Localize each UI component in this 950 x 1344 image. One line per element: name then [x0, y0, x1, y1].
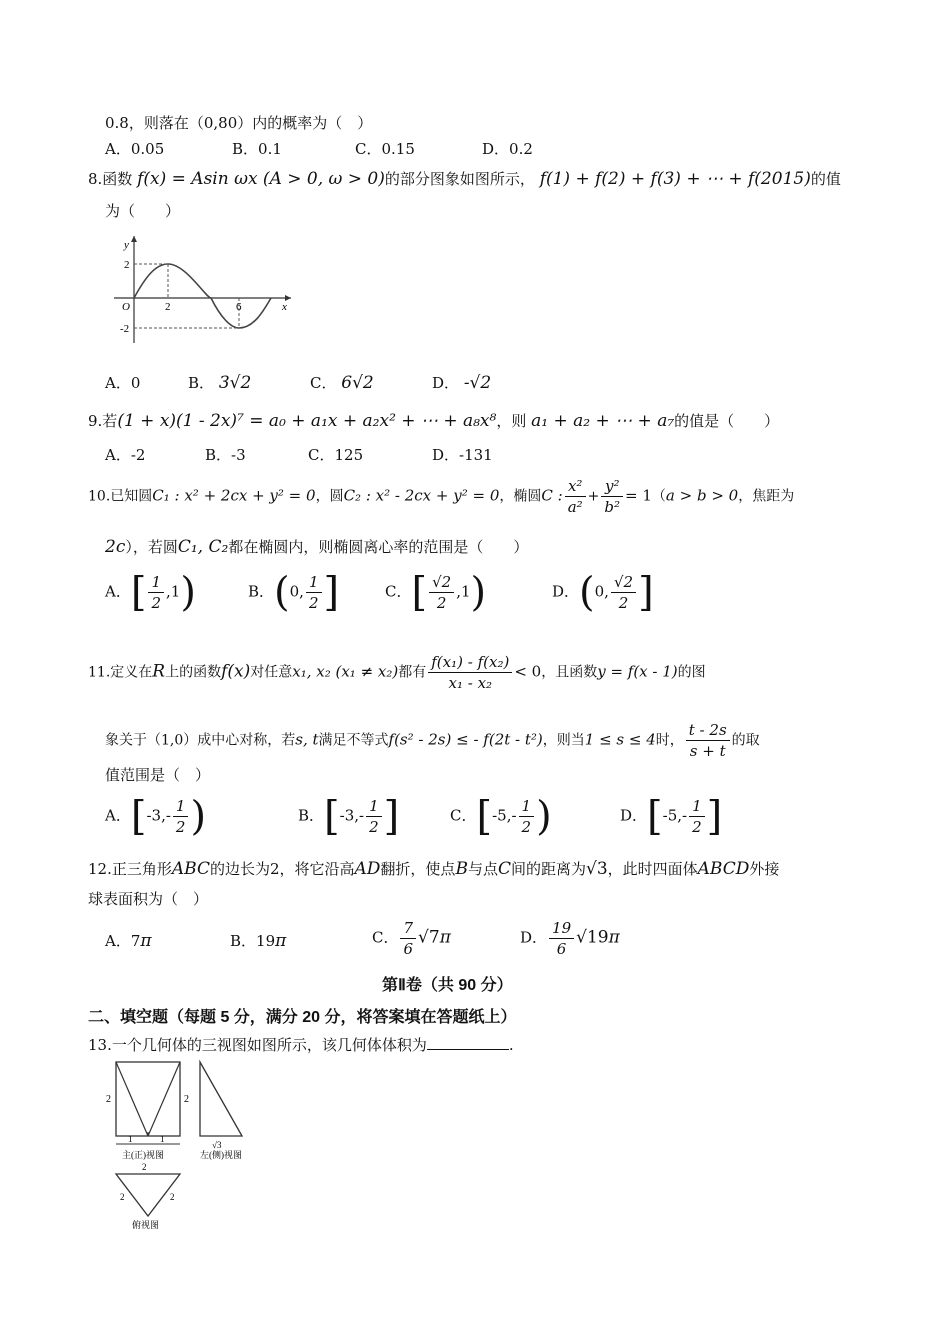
q12-option-d-pi: π [608, 927, 620, 948]
q12-abc: ABC [171, 859, 210, 879]
q11-yfx: y = f(x - 1) [597, 662, 678, 681]
q11-text-a: 11.定义在 [88, 664, 153, 681]
q12-option-c: C． $\frac{7}{6}$ √7π [372, 919, 451, 958]
q8-stem-2: 为（ ） [105, 202, 181, 220]
x-label: x [282, 301, 287, 313]
q10-text-b: ，圆 [315, 488, 344, 505]
q10-circles: C₁, C₂ [177, 537, 229, 557]
q11-range: 1 ≤ s ≤ 4 [584, 730, 656, 749]
q10-line2-text2: 都在椭圆内，则椭圆离心率的范围是（ ） [228, 538, 529, 556]
q9-sum: a₁ + a₂ + ⋯ + a₇ [531, 411, 675, 431]
q10-option-c: C．[ $\frac{√2}{2}$ ,1) [385, 569, 487, 616]
q10-option-a: A．[ $\frac{1}{2}$ ,1) [105, 569, 196, 616]
q11-line2-d: 时， [655, 732, 684, 749]
y-axis-arrow [131, 236, 137, 242]
q12-text-c: 翻折，使点 [380, 860, 456, 878]
q10-option-b: B．(0, $\frac{1}{2}$ ] [248, 569, 340, 616]
q8-option-a: A．0 [105, 374, 141, 392]
q9-option-d: D．-131 [432, 446, 493, 464]
q8-text-c: 的值 [810, 170, 841, 188]
q11-text-e: ，且函数 [541, 664, 598, 681]
q7-option-b: B．0.1 [232, 140, 282, 158]
q8-function: f(x) = Asin ωx (A > 0, ω > 0) [137, 169, 385, 189]
q11-line2-e: 的取 [731, 732, 760, 749]
q10-focal-2c: 2c [105, 537, 126, 557]
q10-line2-text: ），若圆 [125, 538, 178, 556]
q9-expansion: (1 + x)(1 - 2x)⁷ = a₀ + a₁x + a₂x² + ⋯ + a₈x⁸ [117, 411, 497, 431]
front-view-diag-2 [148, 1062, 180, 1136]
q7-option-d: D．0.2 [482, 140, 533, 158]
q12-text-f: ，此时四面体 [607, 860, 698, 878]
q8-text-b: 的部分图象如图所示， [384, 170, 535, 188]
q10-ellipse-eq: = 1 [625, 486, 652, 505]
front-view-label: 主(正)视图 [122, 1150, 164, 1160]
q11-line2-c: ，则当 [542, 732, 585, 749]
front-view-rect [116, 1062, 180, 1136]
front-dim-bottom-1: 1 [128, 1134, 133, 1144]
q7-tail [105, 112, 372, 134]
x-tick-2: 2 [165, 301, 171, 313]
q10-option-d: D．(0, $\frac{√2}{2}$ ] [552, 569, 654, 616]
q12-b: B [455, 859, 468, 879]
q12-text-e: 间的距离为 [510, 860, 586, 878]
q8-option-d-label: D． [432, 374, 460, 392]
side-dim-bottom: √3 [212, 1140, 222, 1150]
q10-condition: a > b > 0 [665, 486, 739, 505]
q10-option-c-label: C． [385, 582, 412, 601]
y-tick-bottom: -2 [120, 323, 130, 335]
q11-vars: x₁, x₂ (x₁ ≠ x₂) [292, 662, 399, 681]
q11-option-a: A．[-3,- $\frac{1}{2}$ ) [105, 793, 207, 840]
q12-stem-2: 球表面积为（ ） [88, 890, 209, 908]
q11-difference-quotient [428, 652, 512, 693]
section-2-heading: 二、填空题（每题 5 分，满分 20 分，将答案填在答题纸上） [88, 1009, 517, 1026]
q10-option-a-label: A． [105, 582, 131, 601]
q11-text-c: 对任意 [250, 664, 293, 681]
y-tick-top: 2 [124, 259, 130, 271]
q8-option-d [432, 372, 491, 394]
q8-sum: f(1) + f(2) + f(3) + ⋯ + f(2015) [539, 169, 811, 189]
q11-text-b: 上的函数 [165, 664, 222, 681]
q9-stem [88, 410, 779, 432]
q8-option-c-label: C． [310, 374, 337, 392]
q12-option-b [230, 930, 286, 952]
q12-text-d: 与点 [467, 860, 498, 878]
q11-option-c-label: C． [450, 806, 477, 825]
q9-option-b: B．-3 [205, 446, 246, 464]
q9-text-c: 的值是（ ） [674, 412, 780, 430]
q12-option-a [105, 930, 152, 952]
q12-option-a-label: A．7 [105, 932, 141, 950]
q8-option-b-math: 3√2 [218, 373, 252, 393]
q10-text-e: ，焦距为 [738, 488, 795, 505]
q10-stem: 10.已知圆C₁ : x² + 2cx + y² = 0，圆C₂ : x² - 2cx + y² = 0，椭圆C : $\frac{\text{x²}}{\text{a²}}$ + $\frac{\text{y²}}{\text{b²}}$ = 1（a > b > 0，焦距为 [88, 477, 795, 516]
q12-option-b-pi: π [275, 931, 287, 951]
front-dim-bottom-2: 1 [160, 1134, 165, 1144]
q12-c: C [497, 859, 511, 879]
q11-option-c: C．[-5,- $\frac{1}{2}$ ) [450, 793, 552, 840]
q11-frac-den: x₁ - x₂ [448, 674, 493, 692]
q11-fx: f(x) [221, 661, 251, 682]
q9-option-a: A．-2 [105, 446, 146, 464]
q12-option-d-label: D． [520, 928, 548, 947]
q7-option-c: C．0.15 [355, 140, 415, 158]
q8-option-c [310, 372, 374, 394]
q12-text-g: 外接 [749, 860, 780, 878]
q11-lt0: < 0 [514, 662, 542, 681]
q10-text-a: 10.已知圆 [88, 488, 153, 505]
x-tick-6: 6 [236, 301, 242, 313]
q10-option-d-label: D． [552, 582, 580, 601]
q9-text-b: ，则 [496, 412, 527, 430]
q12-text-a: 12.正三角形 [88, 860, 172, 878]
q8-option-c-math: 6√2 [341, 373, 374, 393]
front-view-diag-1 [116, 1062, 148, 1136]
q8-option-d-math: -√2 [463, 373, 492, 393]
top-dim-right: 2 [170, 1192, 175, 1202]
q7-option-a: A．0.05 [105, 140, 165, 158]
q7-tail-text: 0.8，则落在（0,80）内的概率为（ ） [105, 114, 373, 132]
q11-R: R [152, 661, 166, 682]
q11-frac2-num: t - 2s [686, 720, 730, 741]
q10-stem-2 [105, 536, 528, 558]
q11-frac2-den: s + t [689, 742, 726, 760]
top-dim-left: 2 [120, 1192, 125, 1202]
q13-answer-blank [427, 1035, 509, 1050]
q10-text-c: ，椭圆 [499, 488, 542, 505]
y-label: y [124, 239, 129, 251]
q11-line2-a: 象关于（1,0）成中心对称，若 [105, 732, 296, 749]
q13-stem [88, 1034, 514, 1056]
side-view-label: 左(侧)视图 [200, 1150, 242, 1160]
q13-text: 13.一个几何体的三视图如图所示，该几何体体积为 [88, 1036, 427, 1054]
q11-option-b: B．[-3,- $\frac{1}{2}$ ] [298, 793, 400, 840]
q10-frac-x: $\frac{\text{x²}}{\text{a²}}$ [565, 476, 586, 517]
side-view-triangle [200, 1062, 242, 1136]
front-dim-left: 2 [106, 1094, 111, 1105]
q8-stem [88, 168, 841, 190]
q11-target-frac [686, 720, 730, 761]
q11-option-d-label: D． [620, 806, 648, 825]
part-2-heading: 第Ⅱ卷（共 90 分） [382, 977, 513, 994]
q11-frac-num: f(x₁) - f(x₂) [428, 652, 512, 673]
q10-option-b-label: B． [248, 582, 275, 601]
q9-option-c: C．125 [308, 446, 364, 464]
q11-st: s, t [295, 730, 319, 749]
q10-circle-2: C₂ : x² - 2cx + y² = 0 [343, 486, 500, 505]
q11-option-b-label: B． [298, 806, 325, 825]
top-view-label: 俯视图 [132, 1220, 160, 1230]
q12-option-c-label: C． [372, 928, 399, 947]
q12-text-b: 的边长为2，将它沿高 [209, 860, 355, 878]
q8-text-a: 8.函数 [88, 170, 133, 188]
q11-line2-b: 满足不等式 [318, 732, 389, 749]
q12-sqrt3: √3 [585, 859, 608, 879]
sine-curve [134, 264, 271, 328]
q11-inequality: f(s² - 2s) ≤ - f(2t - t²) [388, 730, 543, 749]
q13-three-views-figure [92, 1058, 272, 1230]
q12-ad: AD [354, 859, 381, 879]
q11-option-d: D．[-5,- $\frac{1}{2}$ ] [620, 793, 723, 840]
q8-option-b [188, 372, 251, 394]
q10-circle-1: C₁ : x² + 2cx + y² = 0 [152, 486, 316, 505]
q12-option-c-pi: π [439, 927, 451, 948]
q13-end: . [508, 1036, 514, 1054]
q10-frac-y: $\frac{\text{y²}}{\text{b²}}$ [601, 476, 623, 517]
q12-abcd: ABCD [697, 859, 750, 879]
q10-ellipse-lead: C : [541, 486, 563, 505]
q10-text-d: （ [651, 488, 666, 505]
front-dim-right: 2 [184, 1094, 189, 1105]
top-dim-top: 2 [142, 1162, 147, 1172]
origin-label: O [122, 301, 130, 313]
q11-text-f: 的图 [677, 664, 706, 681]
q11-stem [88, 652, 706, 693]
q11-option-a-label: A． [105, 806, 131, 825]
q8-sine-graph [106, 228, 296, 348]
q11-text-d: 都有 [398, 664, 427, 681]
q12-option-b-label: B．19 [230, 932, 276, 950]
q11-stem-2 [105, 720, 760, 761]
q11-stem-3: 值范围是（ ） [105, 766, 211, 784]
q12-option-d: D． $\frac{19}{6}$ √19π [520, 919, 620, 958]
q12-option-a-pi: π [140, 931, 152, 951]
q12-stem [88, 858, 779, 880]
q8-option-b-label: B． [188, 374, 215, 392]
q9-text-a: 9.若 [88, 412, 118, 430]
